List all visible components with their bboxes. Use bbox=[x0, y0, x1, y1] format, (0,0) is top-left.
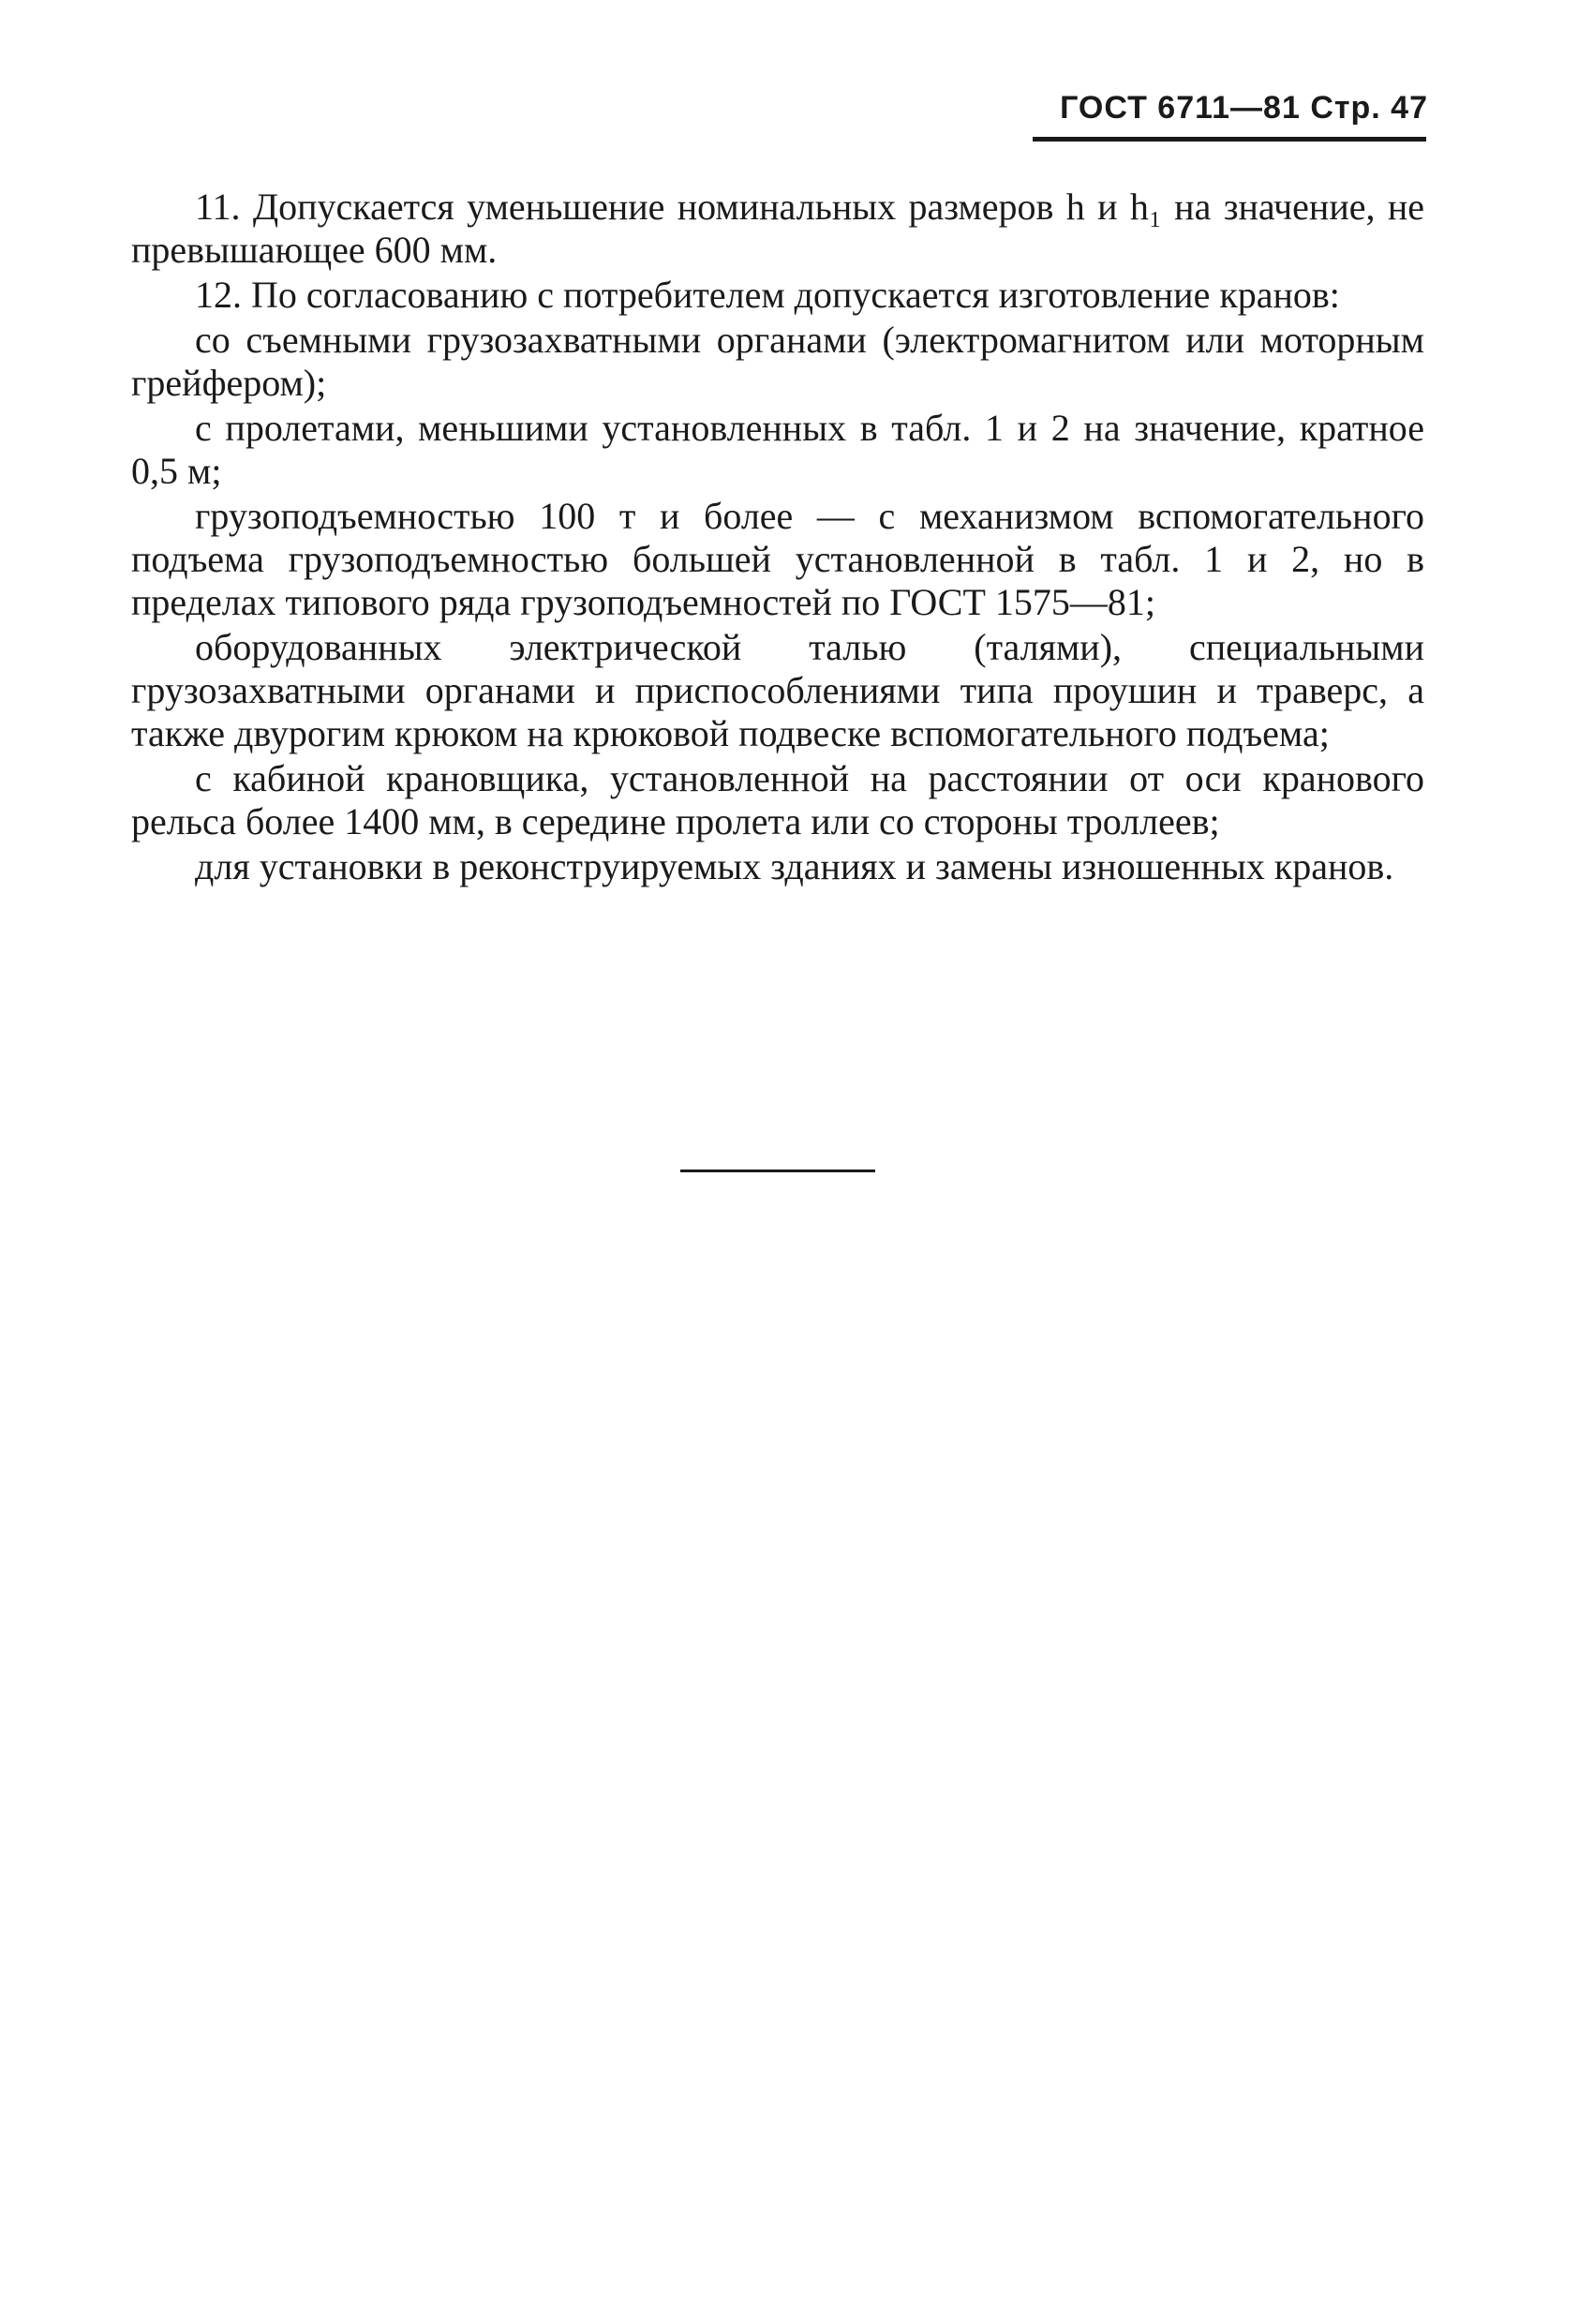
header-rule bbox=[1033, 137, 1426, 142]
end-rule bbox=[680, 1169, 875, 1172]
paragraph: оборудованных электрической талью (талями), специальными грузозахватными органами и приспособлениями типа проушин и траверс, а также двурогим крюком на крюковой подвеске вспомогательного подъема; bbox=[131, 626, 1424, 754]
page-header bbox=[1060, 90, 1428, 127]
header-title: ГОСТ 6711—81 Стр. 47 bbox=[1060, 90, 1428, 126]
paragraph: 11. Допускается уменьшение номинальных размеров h и h₁ на значение, не превышающее 600 мм. bbox=[131, 186, 1424, 271]
document-body bbox=[131, 186, 1424, 890]
paragraph: с пролетами, меньшими установленных в табл. 1 и 2 на значение, кратное 0,5 м; bbox=[131, 407, 1424, 492]
paragraph: с кабиной крановщика, установленной на расстоянии от оси кранового рельса более 1400 мм, в середине пролета или со стороны троллеев; bbox=[131, 757, 1424, 842]
paragraph: грузоподъемностью 100 т и более — с механизмом вспомогательного подъема грузоподъемностью большей установленной в табл. 1 и 2, но в пределах типового ряда грузоподъемностей по ГОСТ 1575—81; bbox=[131, 495, 1424, 623]
paragraph: для установки в реконструируемых зданиях и замены изношенных кранов. bbox=[195, 845, 1394, 887]
paragraph: со съемными грузозахватными органами (электромагнитом или моторным грейфером); bbox=[131, 319, 1424, 404]
paragraph: 12. По согласованию с потребителем допускается изготовление кранов: bbox=[195, 274, 1340, 316]
